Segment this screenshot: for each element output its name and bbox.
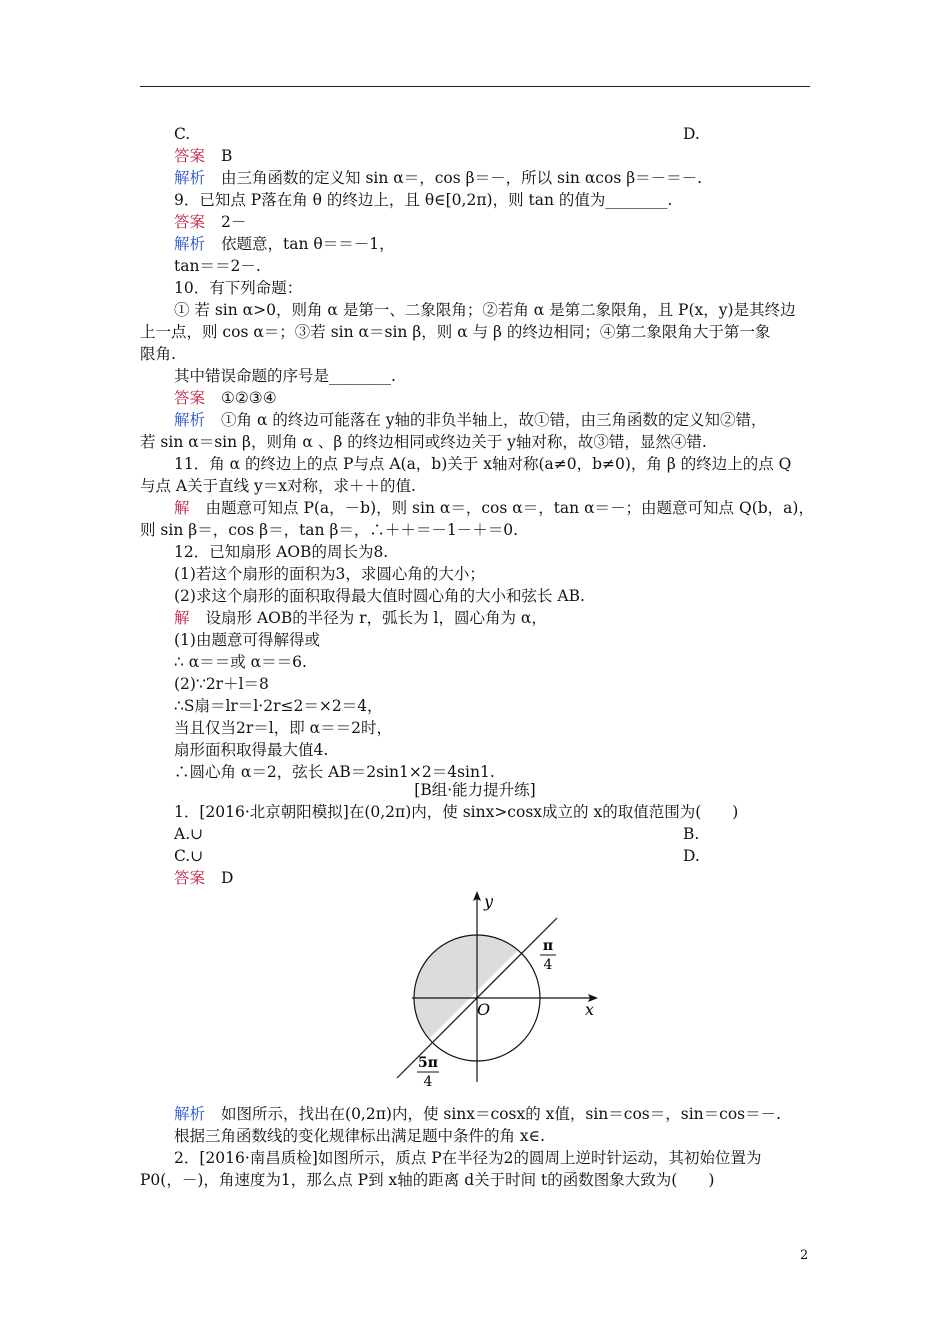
analysis-line xyxy=(174,410,767,430)
answer-text: 2－ xyxy=(221,213,247,231)
answer-label: 答案 xyxy=(174,213,206,231)
question-9: 9．已知点 P落在角 θ 的终边上，且 θ∈[0,2π)，则 tan 的值为________. xyxy=(174,191,673,209)
question-11: 11．角 α 的终边上的点 P与点 A(a，b)关于 x轴对称(a≠0，b≠0)，角 β 的终边上的点 Q xyxy=(174,455,792,473)
question-b1: 1．[2016·北京朝阳模拟]在(0,2π)内，使 sinx>cosx成立的 x的取值范围为( ) xyxy=(174,803,739,821)
solution-line xyxy=(174,608,547,628)
analysis-text: 依题意，tan θ＝＝－1， xyxy=(221,235,395,253)
text-line: (1)由题意可得解得或 xyxy=(174,631,320,649)
text-line: 上一点，则 cos α＝；③若 sin α＝sin β，则 α 与 β 的终边相同；④第二象限角大于第一象 xyxy=(140,323,771,341)
analysis-label: 解析 xyxy=(174,411,206,429)
solution-label: 解 xyxy=(174,609,190,627)
analysis-label: 解析 xyxy=(174,235,206,253)
text-line: (2)∵2r＋l＝8 xyxy=(174,675,269,693)
answer-label: 答案 xyxy=(174,147,206,165)
answer-label: 答案 xyxy=(174,389,206,407)
analysis-label: 解析 xyxy=(174,169,206,187)
section-title: [B组·能力提升练] xyxy=(414,781,536,799)
answer-line xyxy=(174,212,246,232)
analysis-text: ①角 α 的终边可能落在 y轴的非负半轴上，故①错，由三角函数的定义知②错， xyxy=(221,411,767,429)
analysis-line xyxy=(174,1104,781,1124)
option-d: D. xyxy=(683,847,700,865)
text-line: 其中错误命题的序号是________. xyxy=(174,367,396,385)
origin-label: O xyxy=(477,1000,491,1019)
text-line: 扇形面积取得最大值4. xyxy=(174,741,329,759)
text-line: 若 sin α＝sin β，则角 α 、β 的终边相同或终边关于 y轴对称，故③错，显然④错. xyxy=(140,433,707,451)
option-b: B. xyxy=(683,825,700,843)
text-line: P0(，－)，角速度为1，那么点 P到 x轴的距离 d关于时间 t的函数图象大致为( ) xyxy=(140,1171,715,1189)
option-c: C. xyxy=(174,125,191,143)
text-line: ∴圆心角 α＝2，弦长 AB＝2sin1×2＝4sin1. xyxy=(174,763,495,781)
solution-text: 设扇形 AOB的半径为 r，弧长为 l，圆心角为 α， xyxy=(205,609,547,627)
x-axis-label: x xyxy=(585,1000,595,1019)
question-10: 10．有下列命题： xyxy=(174,279,303,297)
answer-label: 答案 xyxy=(174,869,206,887)
y-axis-label: y xyxy=(484,892,494,911)
option-d: D. xyxy=(683,125,700,143)
analysis-label: 解析 xyxy=(174,1105,206,1123)
angle-label-numerator: 5π xyxy=(418,1055,438,1071)
angle-label-denominator: 4 xyxy=(423,1074,433,1090)
text-line: ∴S扇＝lr＝l·2r≤2＝×2＝4， xyxy=(174,697,383,715)
option-c: C.∪ xyxy=(174,847,204,865)
text-line: ∴ α＝＝或 α＝＝6. xyxy=(174,653,307,671)
answer-text: ①②③④ xyxy=(221,389,277,407)
option-line xyxy=(174,824,700,844)
header-rule xyxy=(140,86,810,87)
text-line: 根据三角函数线的变化规律标出满足题中条件的角 x∈. xyxy=(174,1127,546,1145)
analysis-text: 如图所示，找出在(0,2π)内，使 sinx＝cosx的 x值，sin＝cos＝，sin＝cos＝－. xyxy=(221,1105,782,1123)
text-line: 则 sin β＝，cos β＝，tan β＝，∴＋＋＝－1－＋＝0. xyxy=(140,521,519,539)
answer-line xyxy=(174,868,233,888)
text-line: ① 若 sin α>0，则角 α 是第一、二象限角；②若角 α 是第二象限角，且 P(x，y)是其终边 xyxy=(174,301,796,319)
answer-text: D xyxy=(221,869,234,887)
question-12: 12．已知扇形 AOB的周长为8. xyxy=(174,543,389,561)
solution-line xyxy=(174,498,814,518)
option-line xyxy=(174,124,700,144)
text-line: 当且仅当2r＝l，即 α＝＝2时， xyxy=(174,719,392,737)
angle-label-denominator: 4 xyxy=(543,957,553,973)
answer-line xyxy=(174,388,277,408)
analysis-line xyxy=(174,234,395,254)
analysis-line xyxy=(174,168,702,188)
answer-text: B xyxy=(221,147,233,165)
option-line xyxy=(174,846,700,866)
option-a: A.∪ xyxy=(174,825,204,843)
text-line: tan＝＝2－. xyxy=(174,257,261,275)
unit-circle-figure xyxy=(380,888,610,1098)
angle-label-numerator: π xyxy=(542,938,554,954)
page-number: 2 xyxy=(800,1248,809,1263)
answer-line xyxy=(174,146,232,166)
text-line: (2)求这个扇形的面积取得最大值时圆心角的大小和弦长 AB. xyxy=(174,587,585,605)
text-line: 与点 A关于直线 y＝x对称，求＋＋的值. xyxy=(140,477,416,495)
solution-label: 解 xyxy=(174,499,190,517)
solution-text: 由题意可知点 P(a，－b)，则 sin α＝，cos α＝，tan α＝－；由题意可知点 Q(b，a)， xyxy=(205,499,814,517)
text-line: 限角. xyxy=(140,345,176,363)
analysis-text: 由三角函数的定义知 sin α＝，cos β＝－，所以 sin αcos β＝－＝－. xyxy=(221,169,703,187)
question-b2: 2．[2016·南昌质检]如图所示，质点 P在半径为2的圆周上逆时针运动，其初始位置为 xyxy=(174,1149,762,1167)
text-line: (1)若这个扇形的面积为3，求圆心角的大小； xyxy=(174,565,485,583)
